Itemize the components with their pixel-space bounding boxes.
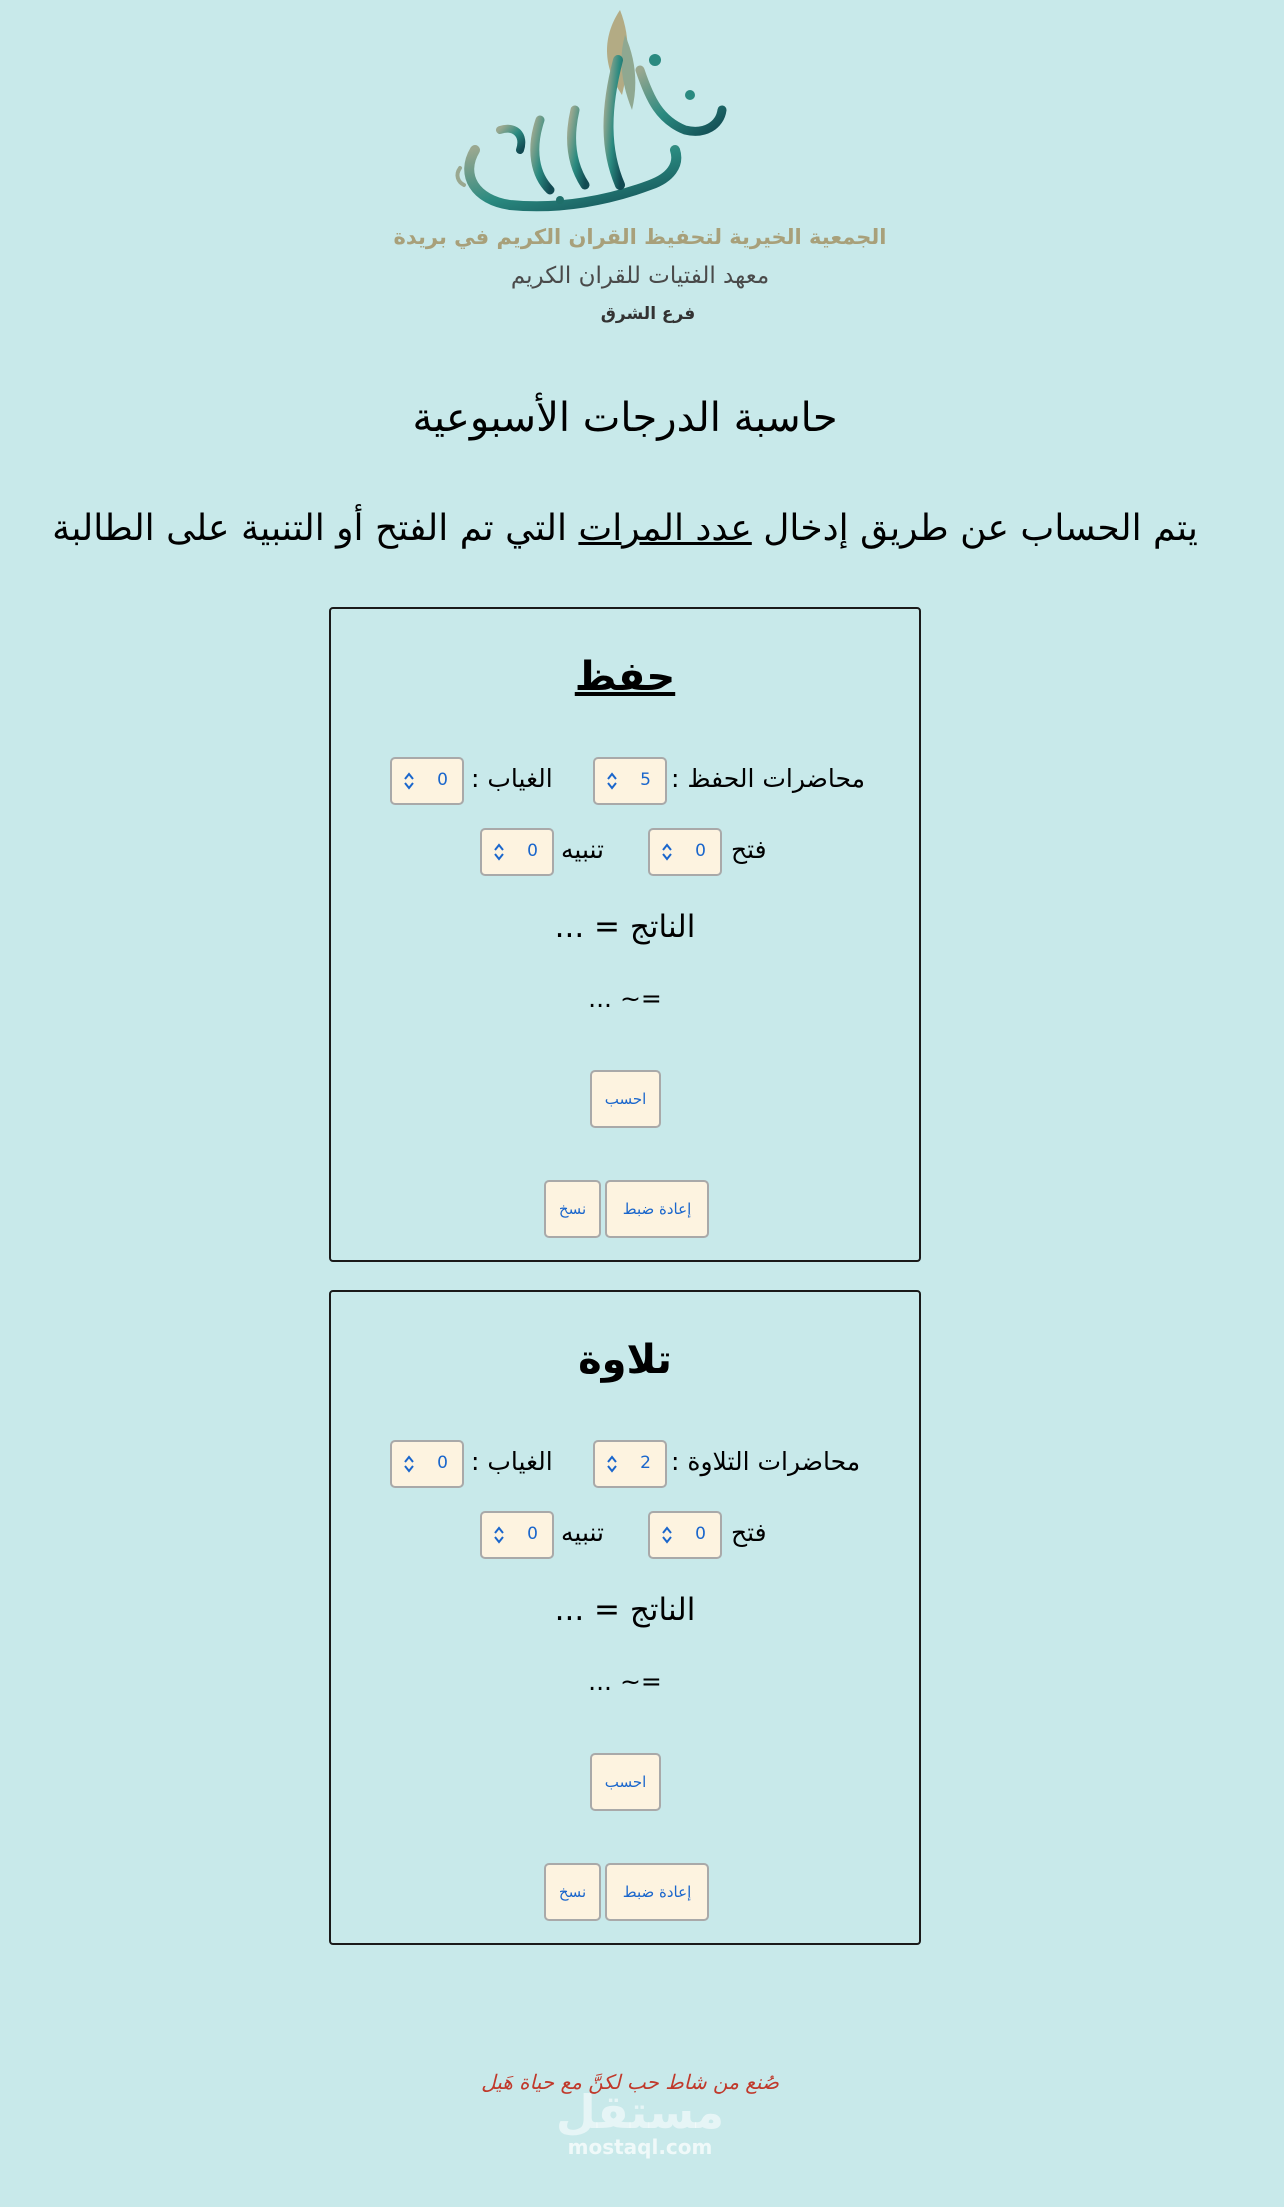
result-text: الناتج = ... bbox=[554, 909, 696, 945]
calculate-button[interactable]: احسب bbox=[590, 1070, 661, 1128]
spinner-arrows-icon[interactable] bbox=[492, 1524, 506, 1546]
hifz-card bbox=[329, 607, 921, 1262]
spinner-arrows-icon[interactable] bbox=[402, 1453, 416, 1475]
instruction-underlined: عدد المرات bbox=[578, 508, 752, 549]
instruction-part-1: يتم الحساب عن طريق إدخال bbox=[751, 508, 1198, 549]
footer-signature: صُنع من شاط حب لكنَّ مع حياة هَيل bbox=[481, 2070, 779, 2094]
instruction-text bbox=[0, 508, 1250, 549]
sessions-input[interactable] bbox=[593, 1440, 667, 1488]
copy-button[interactable]: نسخ bbox=[544, 1180, 601, 1238]
page-title: حاسبة الدرجات الأسبوعية bbox=[412, 395, 838, 441]
institute-logo bbox=[400, 0, 880, 340]
sessions-input[interactable] bbox=[593, 757, 667, 805]
institute-name: معهد الفتيات للقران الكريم bbox=[510, 263, 770, 289]
branch-name: فرع الشرق bbox=[600, 304, 696, 324]
absence-label: الغياب : bbox=[471, 764, 553, 793]
spinner-arrows-icon[interactable] bbox=[605, 1453, 619, 1475]
alert-input[interactable] bbox=[480, 828, 554, 876]
alert-label: تنبيه bbox=[561, 835, 604, 864]
open-label: فتح bbox=[731, 835, 767, 864]
open-input[interactable] bbox=[648, 828, 722, 876]
instruction-part-2: التي تم الفتح أو التنبية على الطالبة bbox=[52, 508, 579, 549]
alert-input[interactable] bbox=[480, 1511, 554, 1559]
org-name: الجمعية الخيرية لتحفيظ القران الكريم في بريدة bbox=[393, 225, 887, 249]
copy-button[interactable]: نسخ bbox=[544, 1863, 601, 1921]
alert-label: تنبيه bbox=[561, 1518, 604, 1547]
absence-input[interactable] bbox=[390, 1440, 464, 1488]
spinner-arrows-icon[interactable] bbox=[660, 841, 674, 863]
watermark-url: mostaql.com bbox=[567, 2135, 713, 2159]
alert-value: 0 bbox=[527, 1524, 538, 1544]
absence-value: 0 bbox=[437, 1453, 448, 1473]
sessions-label: محاضرات التلاوة : bbox=[671, 1447, 861, 1476]
watermark: مستقل bbox=[555, 2085, 725, 2139]
sessions-value: 2 bbox=[640, 1453, 651, 1473]
open-label: فتح bbox=[731, 1518, 767, 1547]
absence-label: الغياب : bbox=[471, 1447, 553, 1476]
card-title: حفظ bbox=[574, 654, 676, 700]
calculate-button[interactable]: احسب bbox=[590, 1753, 661, 1811]
open-value: 0 bbox=[695, 841, 706, 861]
open-value: 0 bbox=[695, 1524, 706, 1544]
sessions-label: محاضرات الحفظ : bbox=[671, 764, 866, 793]
spinner-arrows-icon[interactable] bbox=[402, 770, 416, 792]
reset-button[interactable]: إعادة ضبط bbox=[605, 1863, 709, 1921]
card-title: تلاوة bbox=[578, 1337, 672, 1383]
open-input[interactable] bbox=[648, 1511, 722, 1559]
tilawa-card bbox=[329, 1290, 921, 1945]
approx-text: =~ ... bbox=[588, 1667, 662, 1696]
result-text: الناتج = ... bbox=[554, 1592, 696, 1628]
spinner-arrows-icon[interactable] bbox=[492, 841, 506, 863]
alert-value: 0 bbox=[527, 841, 538, 861]
approx-text: =~ ... bbox=[588, 984, 662, 1013]
reset-button[interactable]: إعادة ضبط bbox=[605, 1180, 709, 1238]
absence-value: 0 bbox=[437, 770, 448, 790]
spinner-arrows-icon[interactable] bbox=[660, 1524, 674, 1546]
sessions-value: 5 bbox=[640, 770, 651, 790]
spinner-arrows-icon[interactable] bbox=[605, 770, 619, 792]
absence-input[interactable] bbox=[390, 757, 464, 805]
